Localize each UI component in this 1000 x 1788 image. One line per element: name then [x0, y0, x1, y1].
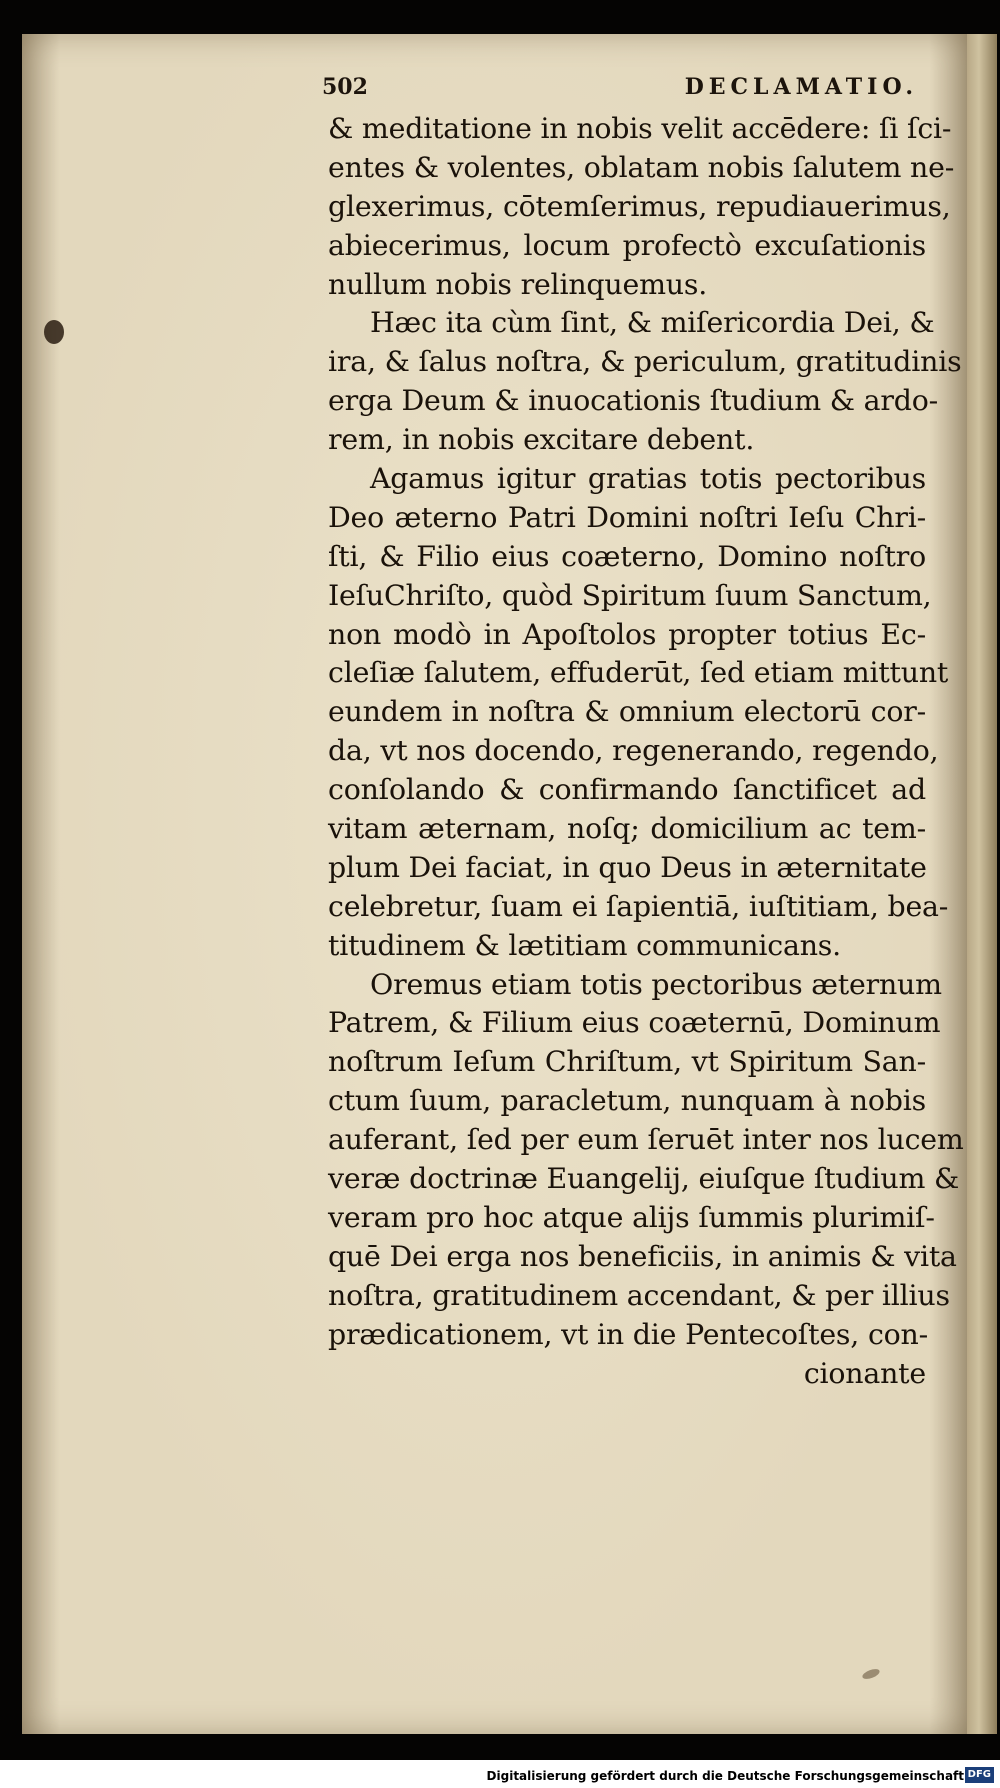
text-line: abiecerimus, locum profectò excuſationis: [328, 228, 926, 262]
text-line: Patrem, & Filium eius coæternū, Dominum: [328, 1006, 941, 1040]
text-line: noſtra, gratitudinem accendant, & per illius: [328, 1278, 950, 1312]
text-line: Hæc ita cùm ſint, & miſericordia Dei, &: [370, 306, 935, 340]
text-line: cleſiæ ſalutem, effuderūt, ſed etiam mittunt: [328, 656, 949, 690]
digitization-credit: Digitalisierung gefördert durch die Deutsche Forschungsgemeinschaft: [486, 1769, 964, 1783]
running-head: DECLAMATIO.: [684, 74, 918, 100]
page-number: 502: [322, 74, 368, 100]
text-line: quē Dei erga nos beneficiis, in animis & vita: [328, 1239, 957, 1273]
ink-blot: [44, 320, 64, 344]
text-line: ctum ſuum, paracletum, nunquam à nobis: [328, 1084, 926, 1118]
text-line: prædicationem, vt in die Pentecoſtes, con-: [328, 1317, 929, 1351]
text-line: ira, & ſalus noſtra, & periculum, gratitudinis: [328, 345, 962, 379]
text-line: erga Deum & inuocationis ſtudium & ardo-: [328, 384, 939, 418]
text-line: IeſuChriſto, quòd Spiritum ſuum Sanctum,: [328, 578, 932, 612]
text-line: conſolando & confirmando ſanctificet ad: [328, 773, 926, 807]
text-line: noſtrum Ieſum Chriſtum, vt Spiritum San-: [328, 1045, 926, 1079]
text-line: veram pro hoc atque alijs ſummis plurimiſ-: [328, 1200, 935, 1234]
text-line: eundem in noſtra & omnium electorū cor-: [328, 695, 926, 729]
text-line: entes & volentes, oblatam nobis ſalutem ne-: [328, 150, 955, 184]
text-line: vitam æternam, noſq; domicilium ac tem-: [328, 812, 926, 846]
text-line: ſti, & Filio eius coæterno, Domino noſtro: [328, 539, 926, 573]
text-line: titudinem & lætitiam communicans.: [328, 928, 841, 962]
text-line: celebretur, ſuam ei ſapientiā, iuſtitiam, bea-: [328, 889, 949, 923]
text-line: glexerimus, cōtemſerimus, repudiauerimus,: [328, 189, 951, 223]
text-line: Oremus etiam totis pectoribus æternum: [370, 967, 942, 1001]
text-line: Deo æterno Patri Domini noſtri Ieſu Chri-: [328, 500, 926, 534]
text-line: auferant, ſed per eum ſeruēt inter nos lucem: [328, 1123, 964, 1157]
body-text: [328, 110, 964, 1393]
text-line: veræ doctrinæ Euangelij, eiuſque ſtudium &: [328, 1162, 960, 1196]
text-line: & meditatione in nobis velit accēdere: ſi ſci-: [328, 112, 952, 145]
text-line: Agamus igitur gratias totis pectoribus: [370, 462, 926, 496]
text-line: nullum nobis relinquemus.: [328, 267, 708, 301]
dfg-logo-icon: DFG: [965, 1767, 994, 1783]
page-edge: [967, 34, 997, 1734]
text-line: da, vt nos docendo, regenerando, regendo,: [328, 734, 939, 768]
page-header: [322, 74, 918, 104]
catchword: cionante: [803, 1356, 926, 1390]
text-line: rem, in nobis excitare debent.: [328, 423, 755, 457]
text-line: non modò in Apoſtolos propter totius Ec-: [328, 617, 926, 651]
text-line: plum Dei faciat, in quo Deus in æternitate: [328, 850, 927, 884]
